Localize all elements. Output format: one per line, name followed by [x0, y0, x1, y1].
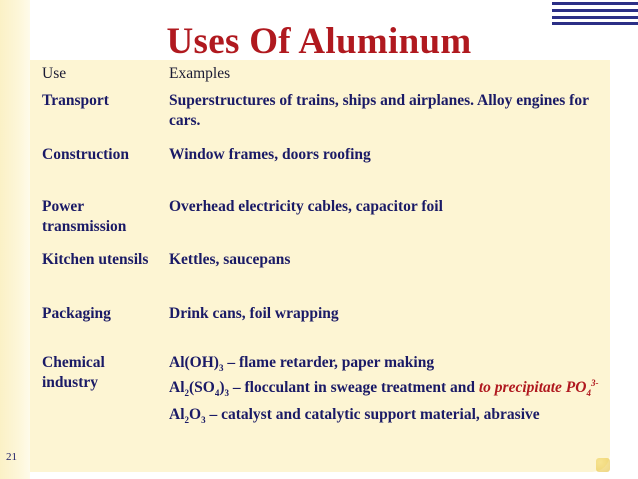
slide-title: Uses Of Aluminum [166, 21, 472, 62]
example-cell [169, 353, 599, 430]
example-cell: Window frames, doors roofing [169, 146, 371, 163]
header-examples: Examples [169, 65, 231, 82]
left-decorative-band [0, 0, 30, 479]
header-use: Use [42, 65, 67, 82]
example-cell: Superstructures of trains, ships and airplanes. Alloy engines for cars. [169, 92, 589, 129]
use-cell: Transport [42, 92, 109, 109]
page-number: 21 [6, 451, 17, 463]
chem-line-al2o3: $Al_2O_3$ – catalyst and catalytic support material, abrasive [169, 406, 540, 426]
chem-line-al2so43: $Al_2(SO_4)_3$ – flocculant in sweage treatment and to precipitate $PO_4^{3-}$ [169, 377, 599, 399]
example-cell: Drink cans, foil wrapping [169, 305, 339, 322]
chem-line-aloh3: $Al(OH)_3$ – flame retarder, paper making [169, 354, 435, 374]
example-cell: Overhead electricity cables, capacitor foil [169, 198, 443, 215]
use-cell: Chemical industry [42, 354, 105, 391]
use-cell: Kitchen utensils [42, 251, 149, 268]
example-cell: Kettles, saucepans [169, 251, 291, 268]
precipitate-text: to precipitate $PO_4^{3-}$ [478, 377, 599, 399]
corner-decoration [596, 458, 610, 472]
use-cell: Power transmission [42, 198, 127, 235]
use-cell: Construction [42, 146, 129, 163]
use-cell: Packaging [42, 305, 111, 322]
